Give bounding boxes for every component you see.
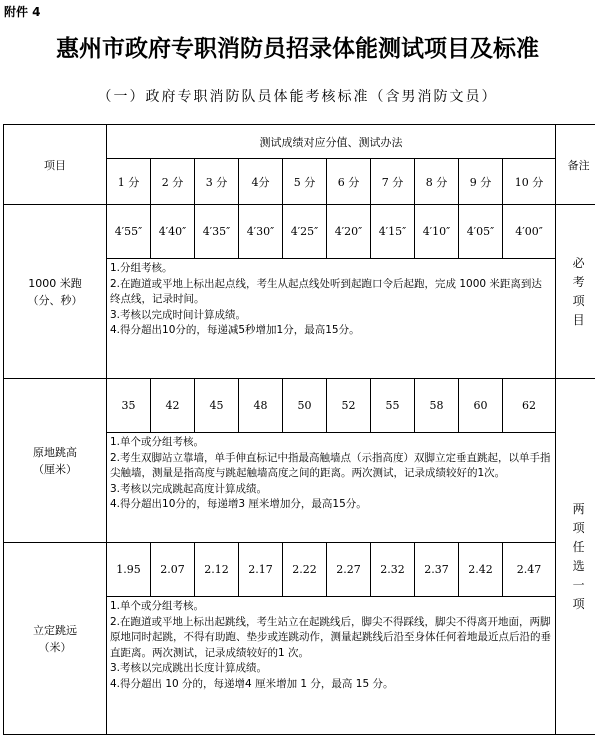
note-char: 选 bbox=[572, 558, 585, 573]
item-name: 立定跳远 bbox=[33, 623, 77, 637]
score-value: 4′15″ bbox=[371, 205, 415, 259]
test-method bbox=[107, 597, 556, 735]
attachment-label: 附件 4 bbox=[4, 5, 41, 19]
score-label: 6 分 bbox=[327, 159, 371, 205]
note-char: 任 bbox=[572, 539, 585, 554]
score-value: 2.07 bbox=[151, 543, 195, 597]
method-line: 4.得分超出 10 分的，每递增4 厘米增加 1 分，最高 15 分。 bbox=[110, 677, 394, 690]
item-standing-high-jump bbox=[4, 379, 107, 543]
method-line: 2.在跑道或平地上标出起跳线，考生站立在起跳线后，脚尖不得踩线，脚尖不得离开地面，两脚原地同时起跳，不得有助跑、垫步或连跳动作，测量起跳线后沿至身体任何着地最近点后沿的垂直距离。两次测试，记录成绩较好的1 次。 bbox=[110, 615, 551, 659]
note-char: 项 bbox=[572, 596, 585, 611]
score-value: 2.37 bbox=[415, 543, 459, 597]
score-value: 4′10″ bbox=[415, 205, 459, 259]
score-label: 2 分 bbox=[151, 159, 195, 205]
document-subtitle: （一）政府专职消防队员体能考核标准（含男消防文员） bbox=[97, 89, 498, 105]
score-value: 4′30″ bbox=[239, 205, 283, 259]
score-value: 2.32 bbox=[371, 543, 415, 597]
score-label: 8 分 bbox=[415, 159, 459, 205]
score-value: 4′55″ bbox=[107, 205, 151, 259]
score-value: 2.22 bbox=[283, 543, 327, 597]
method-line: 4.得分超出10分的，每递减5秒增加1分，最高15分。 bbox=[110, 324, 360, 336]
score-label: 10 分 bbox=[503, 159, 556, 205]
method-line: 3.考核以完成跳起高度计算成绩。 bbox=[110, 482, 268, 495]
score-value: 35 bbox=[107, 379, 151, 433]
score-value: 4′20″ bbox=[327, 205, 371, 259]
score-value: 60 bbox=[459, 379, 503, 433]
method-line: 2.考生双脚站立靠墙，单手伸直标记中指最高触墙点（示指高度）双脚立定垂直跳起，以单手指尖触墙，测量是指高度与跳起触墙高度之间的距离。两次测试，记录成绩较好的1次。 bbox=[110, 451, 551, 479]
score-value: 52 bbox=[327, 379, 371, 433]
method-line: 3.考核以完成时间计算成绩。 bbox=[110, 308, 247, 321]
score-value: 45 bbox=[195, 379, 239, 433]
score-value: 62 bbox=[503, 379, 556, 433]
method-line: 1.分组考核。 bbox=[110, 262, 173, 274]
note-char: 目 bbox=[572, 312, 585, 327]
score-value: 2.12 bbox=[195, 543, 239, 597]
score-value: 2.17 bbox=[239, 543, 283, 597]
item-unit: （厘米） bbox=[33, 462, 77, 476]
header-note: 备注 bbox=[556, 125, 595, 205]
score-value: 4′00″ bbox=[503, 205, 556, 259]
note-char: 考 bbox=[572, 274, 585, 289]
score-label: 7 分 bbox=[371, 159, 415, 205]
score-value: 58 bbox=[415, 379, 459, 433]
document-title: 惠州市政府专职消防员招录体能测试项目及标准 bbox=[56, 35, 539, 62]
note-char: 一 bbox=[572, 577, 585, 592]
header-scores-title: 测试成绩对应分值、测试办法 bbox=[107, 125, 556, 159]
note-char: 必 bbox=[572, 255, 585, 270]
score-value: 50 bbox=[283, 379, 327, 433]
score-value: 4′25″ bbox=[283, 205, 327, 259]
score-value: 2.42 bbox=[459, 543, 503, 597]
test-method bbox=[107, 259, 556, 379]
score-value: 4′35″ bbox=[195, 205, 239, 259]
score-value: 55 bbox=[371, 379, 415, 433]
test-method bbox=[107, 433, 556, 543]
score-value: 2.27 bbox=[327, 543, 371, 597]
score-label: 4分 bbox=[239, 159, 283, 205]
score-value: 48 bbox=[239, 379, 283, 433]
score-value: 2.47 bbox=[503, 543, 556, 597]
note-choose-one bbox=[556, 379, 595, 735]
item-name: 原地跳高 bbox=[33, 445, 77, 459]
item-standing-long-jump bbox=[4, 543, 107, 735]
method-line: 1.单个或分组考核。 bbox=[110, 600, 205, 612]
note-char: 项 bbox=[572, 520, 585, 535]
method-line: 1.单个或分组考核。 bbox=[110, 436, 205, 448]
note-char: 项 bbox=[572, 293, 585, 308]
score-label: 1 分 bbox=[107, 159, 151, 205]
method-line: 2.在跑道或平地上标出起点线，考生从起点线处听到起跑口令后起跑，完成 1000 米距离到达终点线，记录时间。 bbox=[110, 277, 542, 305]
note-required bbox=[556, 205, 595, 379]
score-value: 1.95 bbox=[107, 543, 151, 597]
score-value: 42 bbox=[151, 379, 195, 433]
method-line: 3.考核以完成跳出长度计算成绩。 bbox=[110, 662, 268, 674]
fitness-standards-table bbox=[3, 124, 595, 735]
score-value: 4′40″ bbox=[151, 205, 195, 259]
item-name: 1000 米跑 bbox=[28, 276, 82, 290]
header-item: 项目 bbox=[4, 125, 107, 205]
item-unit: （米） bbox=[38, 640, 72, 654]
score-label: 3 分 bbox=[195, 159, 239, 205]
method-line: 4.得分超出10分的，每递增3 厘米增加分，最高15分。 bbox=[110, 498, 367, 510]
score-label: 9 分 bbox=[459, 159, 503, 205]
item-unit: （分、秒） bbox=[27, 293, 83, 307]
score-value: 4′05″ bbox=[459, 205, 503, 259]
item-1000m-run bbox=[4, 205, 107, 379]
score-label: 5 分 bbox=[283, 159, 327, 205]
note-char: 两 bbox=[572, 501, 585, 516]
